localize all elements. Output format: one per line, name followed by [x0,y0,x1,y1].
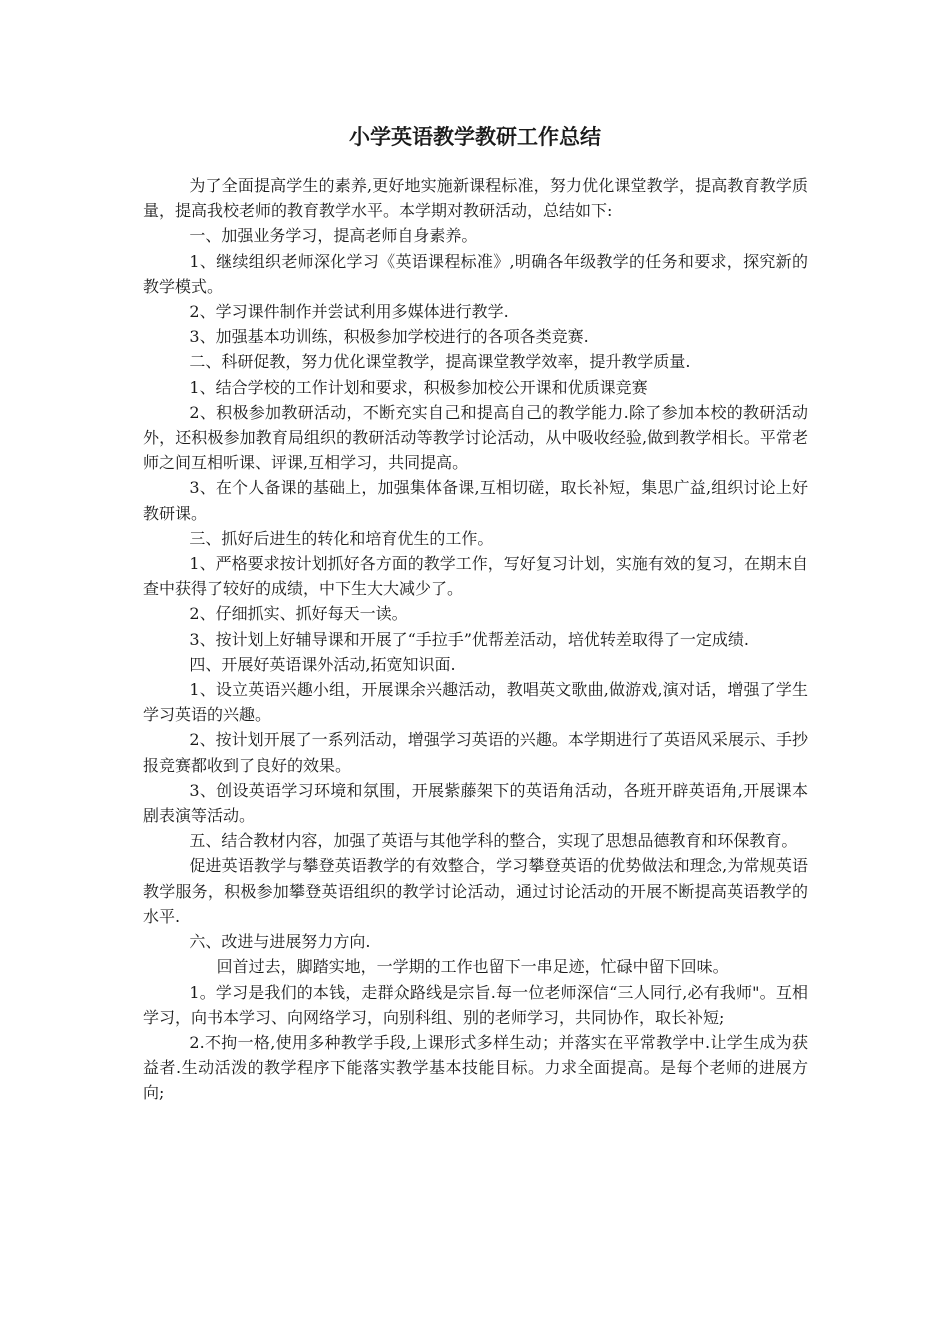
document-title: 小学英语教学教研工作总结 [349,124,601,149]
paragraph: 2.不拘一格,使用多种教学手段,上课形式多样生动；并落实在平常教学中.让学生成为获益者.生动活泼的教学程序下能落实教学基本技能目标。力求全面提高。是每个老师的进展方向; [143,1032,808,1103]
section-heading-1: 一、加强业务学习，提高老师自身素养。 [189,226,478,246]
section-heading-6: 六、改进与进展努力方向. [189,932,371,952]
paragraph: 3、加强基本功训练，积极参加学校进行的各项各类竞赛. [189,327,589,347]
paragraph: 2、积极参加教研活动，不断充实自己和提高自己的教学能力.除了参加本校的教研活动外，还积极参加教育局组织的教研活动等教学讨论活动，从中吸收经验,做到教学相长。平常老师之间互相听课、评课,互相学习，共同提高。 [143,402,808,473]
paragraph: 2、仔细抓实、抓好每天一读。 [189,604,408,624]
section-heading-4: 四、开展好英语课外活动,拓宽知识面. [189,654,456,674]
paragraph-intro: 为了全面提高学生的素养,更好地实施新课程标准，努力优化课堂教学，提高教育教学质量，提高我校老师的教育教学水平。本学期对教研活动，总结如下: [143,176,808,221]
paragraph: 促进英语教学与攀登英语教学的有效整合，学习攀登英语的优势做法和理念,为常规英语教学服务，积极参加攀登英语组织的教学讨论活动，通过讨论活动的开展不断提高英语教学的水平. [143,856,808,926]
paragraph: 3、按计划上好辅导课和开展了“手拉手”优帮差活动，培优转差取得了一定成绩. [189,629,750,649]
paragraph: 3、创设英语学习环境和氛围，开展紫藤架下的英语角活动，各班开辟英语角,开展课本剧表演等活动。 [143,780,808,826]
section-heading-5: 五、结合教材内容，加强了英语与其他学科的整合，实现了思想品德教育和环保教育。 [189,831,798,851]
section-heading-3: 三、抓好后进生的转化和培育优生的工作。 [189,528,494,548]
paragraph: 2、学习课件制作并尝试利用多媒体进行教学. [189,302,509,322]
paragraph: 1、设立英语兴趣小组，开展课余兴趣活动，教唱英文歌曲,做游戏,演对话，增强了学生学习英语的兴趣。 [143,680,808,725]
paragraph: 1、继续组织老师深化学习《英语课程标准》,明确各年级教学的任务和要求，探究新的教学模式。 [143,251,808,296]
section-heading-2: 二、科研促教，努力优化课堂教学，提高课堂教学效率，提升教学质量. [189,352,691,372]
paragraph: 1、严格要求按计划抓好各方面的教学工作，写好复习计划，实施有效的复习，在期末自查中获得了较好的成绩，中下生大大减少了。 [143,554,808,599]
document-body [143,173,808,1106]
paragraph: 1。学习是我们的本钱，走群众路线是宗旨.每一位老师深信“三人同行,必有我师"。互相学习，向书本学习、向网络学习，向别科组、别的老师学习，共同协作，取长补短; [143,982,808,1027]
paragraph: 3、在个人备课的基础上，加强集体备课,互相切磋，取长补短，集思广益,组织讨论上好教研课。 [143,478,808,523]
paragraph: 回首过去，脚踏实地，一学期的工作也留下一串足迹，忙碌中留下回味。 [216,957,729,977]
paragraph: 1、结合学校的工作计划和要求，积极参加校公开课和优质课竞赛 [189,377,648,397]
paragraph: 2、按计划开展了一系列活动，增强学习英语的兴趣。本学期进行了英语风采展示、手抄报竞赛都收到了良好的效果。 [143,730,808,775]
